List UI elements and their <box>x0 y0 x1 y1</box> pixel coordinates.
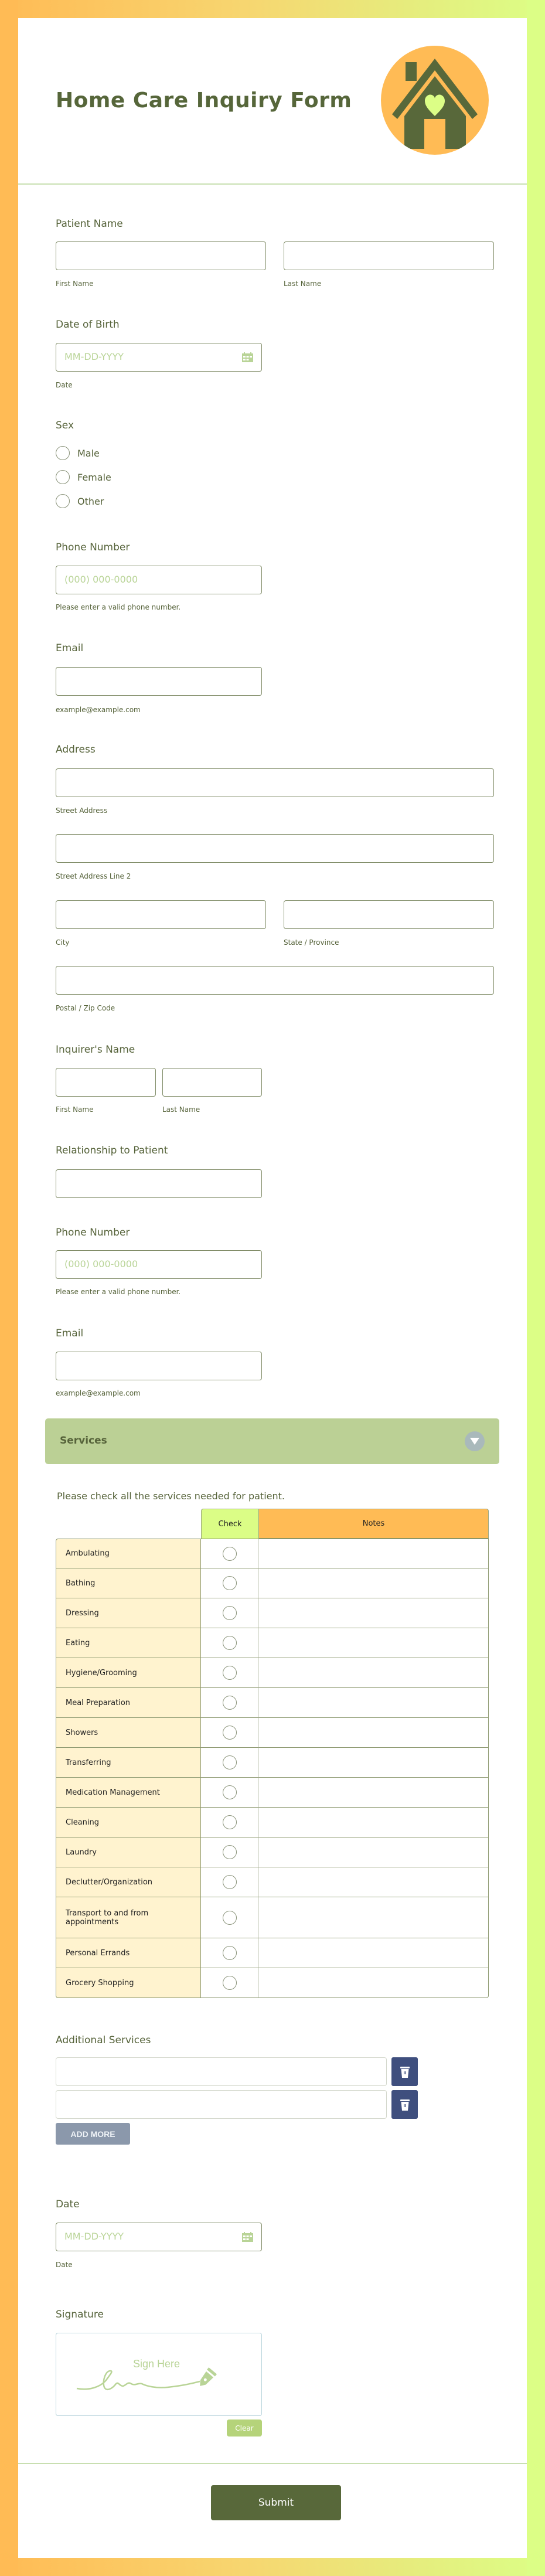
patient-name-label: Patient Name <box>56 218 123 230</box>
date-input[interactable] <box>56 2223 262 2251</box>
inquirer-last-name-sublabel: Last Name <box>162 1105 200 1114</box>
notes-cell[interactable] <box>258 1938 489 1968</box>
table-row <box>56 1748 489 1778</box>
table-row <box>56 1658 489 1688</box>
calendar-icon[interactable] <box>242 352 253 362</box>
submit-button[interactable]: Submit <box>211 2485 341 2520</box>
table-row <box>56 1718 489 1748</box>
street-address-input[interactable] <box>56 768 494 797</box>
header-divider <box>18 183 527 185</box>
notes-cell[interactable] <box>258 1897 489 1938</box>
additional-service-input-2[interactable] <box>56 2090 387 2119</box>
row-label: Cleaning <box>56 1808 201 1837</box>
row-label: Declutter/Organization <box>56 1867 201 1897</box>
check-radio[interactable] <box>223 1726 237 1740</box>
row-label: Medication Management <box>56 1778 201 1808</box>
notes-cell[interactable] <box>258 1808 489 1837</box>
check-radio[interactable] <box>223 1636 237 1650</box>
check-radio[interactable] <box>223 1875 237 1889</box>
patient-email-label: Email <box>56 642 84 654</box>
table-row <box>56 1568 489 1598</box>
inquirer-phone-label: Phone Number <box>56 1227 130 1238</box>
calendar-icon[interactable] <box>242 2232 253 2242</box>
table-row <box>56 1628 489 1658</box>
address-label: Address <box>56 744 96 756</box>
row-label: Meal Preparation <box>56 1688 201 1718</box>
delete-row-1-button[interactable] <box>391 2057 418 2086</box>
table-row <box>56 1867 489 1897</box>
column-header-notes: Notes <box>258 1509 489 1539</box>
check-radio[interactable] <box>223 1547 237 1561</box>
table-row <box>56 1968 489 1998</box>
additional-services-label: Additional Services <box>56 2034 151 2046</box>
relationship-label: Relationship to Patient <box>56 1145 168 1156</box>
notes-cell[interactable] <box>258 1748 489 1778</box>
row-label: Transport to and from appointments <box>56 1897 201 1938</box>
table-row <box>56 1539 489 1568</box>
row-label: Grocery Shopping <box>56 1968 201 1998</box>
date-sublabel: Date <box>56 2261 73 2269</box>
form-title: Home Care Inquiry Form <box>56 89 352 113</box>
table-row <box>56 1688 489 1718</box>
patient-first-name-input[interactable] <box>56 241 266 270</box>
inquirer-email-label: Email <box>56 1328 84 1339</box>
city-sublabel: City <box>56 938 70 947</box>
relationship-input[interactable] <box>56 1169 262 1198</box>
patient-first-name-sublabel: First Name <box>56 280 94 288</box>
patient-last-name-input[interactable] <box>284 241 494 270</box>
street-address-line2-sublabel: Street Address Line 2 <box>56 872 131 880</box>
row-label: Personal Errands <box>56 1938 201 1968</box>
street-address-line2-input[interactable] <box>56 834 494 863</box>
notes-cell[interactable] <box>258 1837 489 1867</box>
row-label: Ambulating <box>56 1539 201 1568</box>
notes-cell[interactable] <box>258 1968 489 1998</box>
patient-last-name-sublabel: Last Name <box>284 280 322 288</box>
page-border-left <box>0 0 18 2576</box>
matrix-corner <box>56 1509 201 1539</box>
check-radio[interactable] <box>223 1785 237 1799</box>
sex-option-female[interactable]: Female <box>56 470 111 484</box>
trash-icon <box>400 2066 410 2078</box>
check-radio[interactable] <box>223 1976 237 1990</box>
state-input[interactable] <box>284 900 494 929</box>
house-heart-icon <box>381 46 489 155</box>
services-section-header[interactable] <box>45 1418 499 1464</box>
signature-pen-icon <box>74 2358 244 2393</box>
row-label: Dressing <box>56 1598 201 1628</box>
check-radio[interactable] <box>223 1666 237 1680</box>
patient-phone-placeholder: (000) 000-0000 <box>64 574 138 585</box>
notes-cell[interactable] <box>258 1778 489 1808</box>
sex-option-male[interactable]: Male <box>56 446 100 460</box>
inquirer-phone-sublabel: Please enter a valid phone number. <box>56 1288 181 1296</box>
radio-female[interactable] <box>56 470 70 484</box>
table-row <box>56 1808 489 1837</box>
signature-label: Signature <box>56 2309 104 2320</box>
row-label: Showers <box>56 1718 201 1748</box>
sex-option-other[interactable]: Other <box>56 494 104 508</box>
check-radio[interactable] <box>223 1696 237 1710</box>
notes-cell[interactable] <box>258 1867 489 1897</box>
table-row <box>56 1897 489 1938</box>
street-address-sublabel: Street Address <box>56 807 108 815</box>
check-radio[interactable] <box>223 1815 237 1829</box>
inquirer-phone-placeholder: (000) 000-0000 <box>64 1258 138 1270</box>
patient-email-sublabel: example@example.com <box>56 706 141 714</box>
notes-cell[interactable] <box>258 1718 489 1748</box>
check-radio[interactable] <box>223 1606 237 1620</box>
add-more-button[interactable]: ADD MORE <box>56 2123 130 2145</box>
notes-cell[interactable] <box>258 1568 489 1598</box>
row-label: Transferring <box>56 1748 201 1778</box>
services-instruction: Please check all the services needed for patient. <box>57 1491 285 1502</box>
collapse-triangle-icon[interactable] <box>465 1431 485 1451</box>
dob-input[interactable] <box>56 343 262 372</box>
notes-cell[interactable] <box>258 1539 489 1568</box>
table-row <box>56 1778 489 1808</box>
date-label: Date <box>56 2199 80 2210</box>
dob-placeholder: MM-DD-YYYY <box>64 351 124 362</box>
city-input[interactable] <box>56 900 266 929</box>
inquirer-phone-input[interactable] <box>56 1250 262 1279</box>
notes-cell[interactable] <box>258 1628 489 1658</box>
inquirer-first-name-input[interactable] <box>56 1068 156 1097</box>
dob-label: Date of Birth <box>56 319 120 331</box>
date-placeholder: MM-DD-YYYY <box>64 2231 124 2242</box>
table-row <box>56 1837 489 1867</box>
column-header-check: Check <box>201 1509 258 1539</box>
check-radio[interactable] <box>223 1845 237 1859</box>
dob-sublabel: Date <box>56 381 73 389</box>
footer-divider <box>18 2463 527 2464</box>
postal-code-input[interactable] <box>56 966 494 995</box>
sex-label: Sex <box>56 420 74 431</box>
check-radio[interactable] <box>223 1755 237 1769</box>
postal-code-sublabel: Postal / Zip Code <box>56 1004 115 1012</box>
state-sublabel: State / Province <box>284 938 339 947</box>
patient-phone-sublabel: Please enter a valid phone number. <box>56 603 181 611</box>
row-label: Bathing <box>56 1568 201 1598</box>
inquirer-name-label: Inquirer's Name <box>56 1044 135 1056</box>
check-radio[interactable] <box>223 1946 237 1960</box>
row-label: Laundry <box>56 1837 201 1867</box>
radio-other[interactable] <box>56 494 70 508</box>
inquirer-last-name-input[interactable] <box>162 1068 262 1097</box>
patient-phone-label: Phone Number <box>56 542 130 553</box>
inquirer-first-name-sublabel: First Name <box>56 1105 94 1114</box>
notes-cell[interactable] <box>258 1688 489 1718</box>
table-row <box>56 1938 489 1968</box>
notes-cell[interactable] <box>258 1598 489 1628</box>
clear-signature-button[interactable]: Clear <box>227 2420 262 2437</box>
notes-cell[interactable] <box>258 1658 489 1688</box>
check-radio[interactable] <box>223 1576 237 1590</box>
patient-phone-input[interactable] <box>56 566 262 594</box>
inquirer-email-sublabel: example@example.com <box>56 1389 141 1397</box>
table-row <box>56 1598 489 1628</box>
delete-row-2-button[interactable] <box>391 2090 418 2119</box>
form-card <box>18 18 527 2558</box>
radio-male[interactable] <box>56 446 70 460</box>
sign-here-placeholder: Sign Here <box>133 2358 180 2370</box>
row-label: Hygiene/Grooming <box>56 1658 201 1688</box>
row-label: Eating <box>56 1628 201 1658</box>
services-section-title: Services <box>60 1435 107 1447</box>
additional-service-input-1[interactable] <box>56 2057 387 2086</box>
patient-email-input[interactable] <box>56 667 262 696</box>
trash-icon <box>400 2099 410 2111</box>
services-matrix <box>56 1509 489 1998</box>
inquirer-email-input[interactable] <box>56 1352 262 1380</box>
signature-pad[interactable] <box>56 2333 262 2416</box>
check-radio[interactable] <box>223 1911 237 1925</box>
page-border-right <box>527 0 545 2576</box>
